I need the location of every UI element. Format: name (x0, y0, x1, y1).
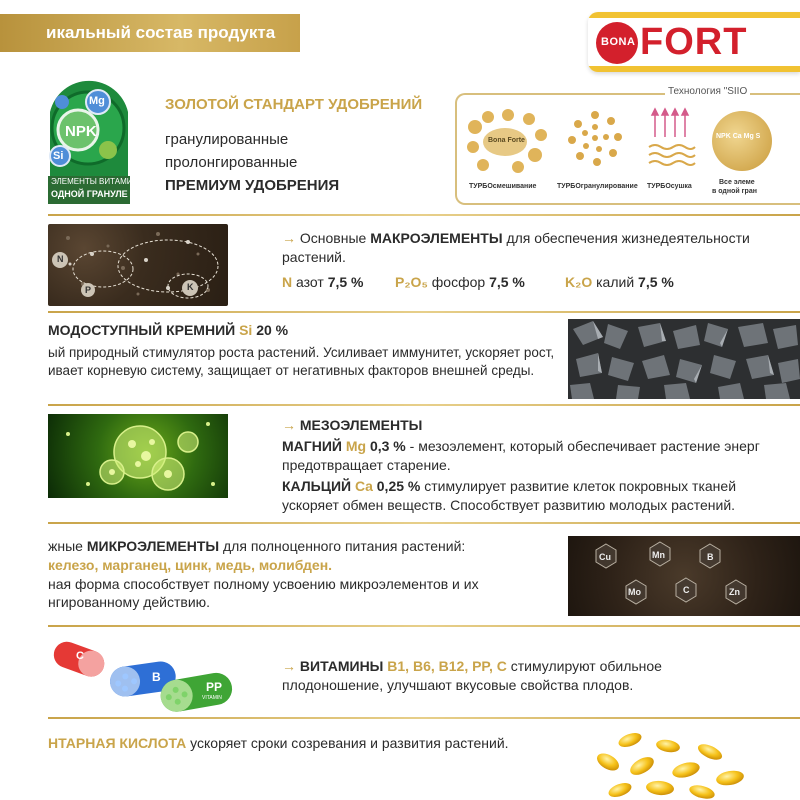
vitamins-line1 (282, 657, 662, 675)
meso-calcium (282, 477, 736, 495)
intro-line3: ПРЕМИУМ УДОБРЕНИЯ (165, 177, 340, 194)
mg-text2: предотвращает старение. (282, 457, 451, 473)
drying-icon (647, 107, 697, 169)
silicon-value: 20 % (256, 322, 289, 338)
divider-3 (48, 404, 800, 406)
k-value: 7,5 % (638, 274, 674, 290)
micro-title: МИКРОЭЛЕМЕНТЫ (86, 538, 220, 554)
n-value: 7,5 % (327, 274, 364, 290)
mg-name: МАГНИЙ (282, 438, 342, 454)
vitamins-arrow: → (282, 658, 296, 674)
micro-el-b: B (707, 552, 714, 562)
header-banner (0, 14, 300, 52)
bubble-center-text: Bona Forte (488, 137, 525, 144)
capsule-pp-label: PP (206, 680, 223, 694)
tech-label-drying: ТУРБОсушка (647, 183, 692, 190)
silicon-symbol: Si (239, 322, 253, 338)
mixing-diagram (463, 107, 553, 177)
micro-text3: нгированному действию. (48, 594, 211, 610)
vitamin-capsules (48, 632, 248, 716)
capsule-sub-label: VITAMIN (202, 695, 222, 701)
soil-label-p: P (85, 285, 92, 295)
badge-line2: ОДНОЙ ГРАНУЛЕ (51, 189, 128, 199)
npk-badge (48, 72, 139, 204)
divider-5 (48, 625, 800, 627)
vitamins-text1: стимулируют обильное (510, 658, 662, 674)
granule-text: NPK Ca Mg S (716, 133, 761, 140)
macro-arrow: → (282, 230, 296, 246)
silicon-title: МОДОСТУПНЫЙ КРЕМНИЙ (48, 322, 236, 338)
technology-title: Технология "SIIO (665, 86, 750, 97)
header-banner-text: икальный состав продукта (46, 23, 276, 42)
k-symbol: K₂O (565, 274, 593, 290)
amber-text: ускоряет сроки созревания и развития растений. (190, 735, 509, 751)
capsule-c-label: C (76, 650, 84, 662)
vitamins-text2: плодоношение, улучшают вкусовые свойства плодов. (282, 677, 634, 693)
meso-magnesium (282, 437, 760, 455)
macro-phosphorus (395, 273, 525, 291)
ca-name: КАЛЬЦИЙ (282, 478, 352, 494)
gold-standard-title: ЗОЛОТОЙ СТАНДАРТ УДОБРЕНИЙ (165, 96, 423, 113)
tech-label-all-b: в одной гран (712, 188, 757, 195)
k-label: калий (596, 274, 635, 290)
divider-4 (48, 522, 800, 524)
micro-list: келезо, марганец, цинк, медь, молибден. (48, 557, 333, 573)
soil-texture (48, 224, 228, 306)
soil-label-k: K (187, 282, 194, 292)
granulation-icon (565, 109, 625, 169)
macro-text1: для обеспечения жизнедеятельности (506, 230, 750, 246)
meso-heading (282, 416, 422, 434)
micro-soil-image (568, 536, 800, 616)
capsules-graphic (48, 632, 248, 716)
mg-text1: - мезоэлемент, который обеспечивает растение энерг (409, 438, 760, 454)
silicon-text2: ивает корневую систему, защищает от негативных факторов внешней среды. (48, 363, 535, 378)
micro-text1: для полноценного питания растений: (223, 538, 466, 554)
intro-line1: гранулированные (165, 131, 289, 148)
divider-1 (48, 214, 800, 216)
tech-label-all-a: Все элеме (719, 179, 755, 186)
softgel-image (590, 722, 800, 800)
silicon-image (568, 319, 800, 399)
all-in-granule-icon (712, 111, 772, 171)
ca-text2: ускоряет обмен веществ. Способствует развитию молодых растений. (282, 497, 736, 513)
logo-big-text: FORT (640, 21, 748, 63)
cell-bubbles (48, 414, 228, 498)
silicon-heading (48, 321, 288, 339)
n-symbol: N (282, 274, 293, 290)
divider-6 (48, 717, 800, 719)
macro-nitrogen (282, 273, 364, 291)
tech-label-mixing: ТУРБОсмешивание (469, 183, 537, 190)
ca-text1: стимулирует развитие клеток покровных тканей (424, 478, 737, 494)
divider-2 (48, 311, 800, 313)
micro-el-mn: Mn (652, 550, 665, 560)
soil-label-n: N (57, 254, 64, 264)
meso-arrow: → (282, 417, 296, 433)
amber-title: НТАРНАЯ КИСЛОТА (48, 735, 187, 751)
p-label: фосфор (431, 274, 486, 290)
tech-label-granulation: ТУРБОгранулирование (557, 183, 638, 190)
badge-si: Si (53, 150, 64, 162)
p-symbol: P₂O₅ (395, 274, 428, 290)
macro-potassium (565, 273, 674, 291)
macro-line1 (282, 229, 750, 247)
logo-small-text: BONA (601, 36, 636, 48)
amber-line (48, 734, 509, 752)
silicon-crystals (568, 319, 800, 399)
cell-image (48, 414, 228, 498)
badge-mg: Mg (89, 95, 105, 107)
n-label: азот (296, 274, 324, 290)
logo-circle (596, 22, 638, 64)
brand-logo (588, 12, 800, 72)
micro-el-c: C (683, 585, 690, 595)
micro-text2: ная форма способствует полному усвоению микроэлементов и их (48, 576, 479, 592)
intro-line2: пролонгированные (165, 154, 298, 171)
mg-symbol: Mg (345, 438, 367, 454)
meso-title: МЕЗОЭЛЕМЕНТЫ (299, 417, 423, 433)
vitamins-list: B1, B6, B12, PP, C (387, 658, 507, 674)
macro-text2: растений. (282, 249, 346, 265)
mg-value: 0,3 % (369, 438, 406, 454)
p-value: 7,5 % (489, 274, 525, 290)
soil-image (48, 224, 228, 306)
micro-hexagons (568, 536, 800, 616)
macro-prefix: Основные (299, 230, 367, 246)
badge-npk: NPK (65, 123, 97, 140)
capsule-b-label: B (152, 670, 161, 684)
micro-line1 (48, 537, 465, 555)
micro-el-zn: Zn (729, 587, 740, 597)
micro-el-cu: Cu (599, 552, 611, 562)
silicon-text1: ый природный стимулятор роста растений. Усиливает иммунитет, ускоряет рост, (48, 345, 555, 360)
technology-box (455, 86, 800, 205)
vitamins-title: ВИТАМИНЫ (299, 658, 384, 674)
micro-prefix: жные (48, 538, 83, 554)
macro-title: МАКРОЭЛЕМЕНТЫ (370, 230, 503, 246)
ca-symbol: Ca (354, 478, 373, 494)
softgels (590, 722, 800, 800)
ca-value: 0,25 % (376, 478, 421, 494)
badge-line1: ЭЛЕМЕНТЫ ВИТАМИН (51, 177, 139, 186)
micro-el-mo: Mo (628, 587, 641, 597)
